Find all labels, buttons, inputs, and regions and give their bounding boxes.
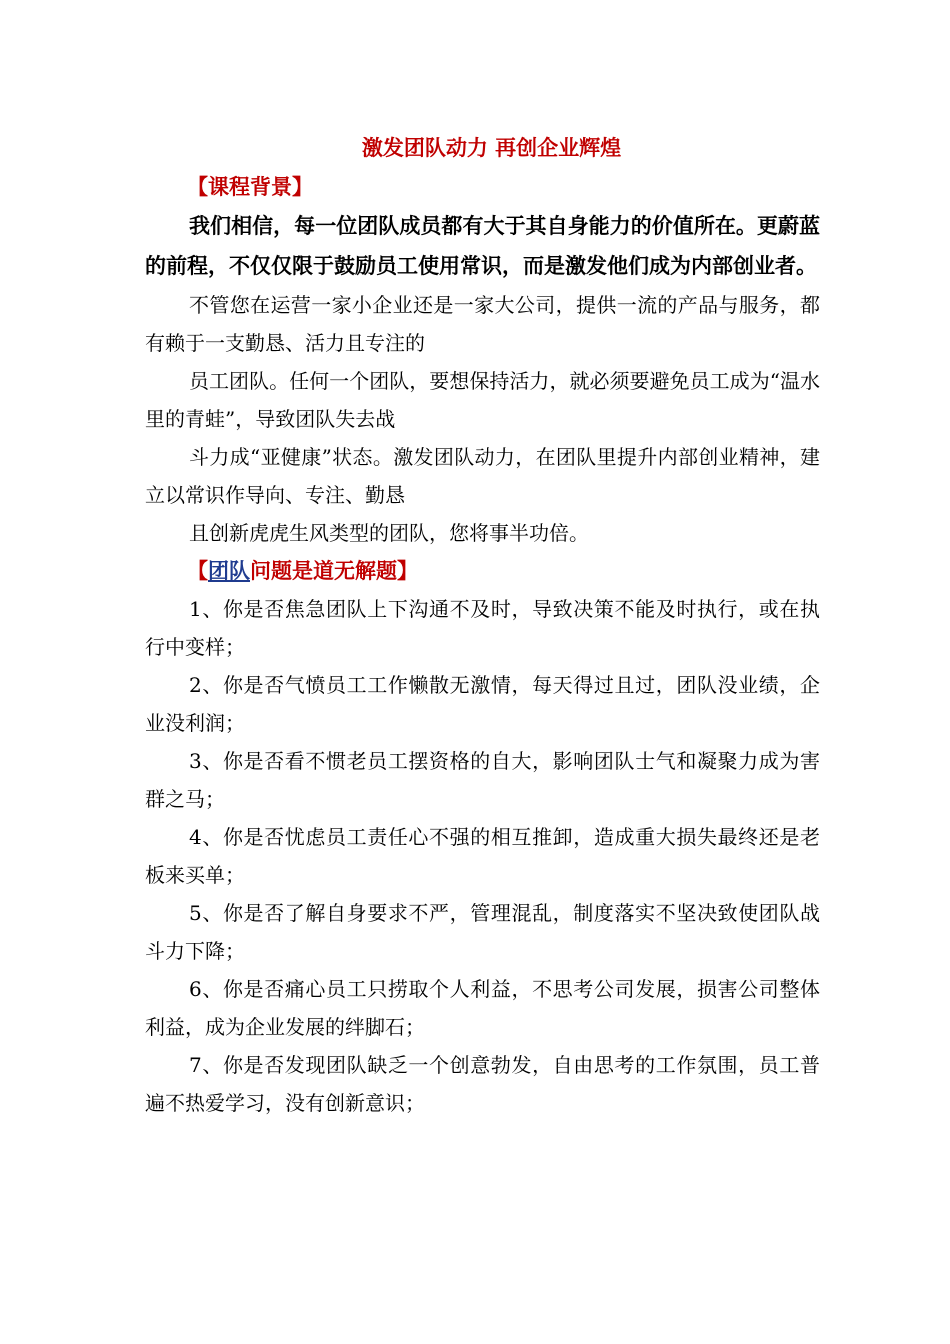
section-heading-team-problems (145, 552, 820, 590)
heading-rest: 问题是道无解题】 (250, 558, 418, 583)
document-title: 激发团队动力 再创企业辉煌 (361, 135, 622, 160)
list-item: 7、你是否发现团队缺乏一个创意勃发，自由思考的工作氛围，员工普遍不热爱学习，没有创新意识； (145, 1053, 820, 1115)
list-item: 5、你是否了解自身要求不严，管理混乱，制度落实不坚决致使团队战斗力下降； (145, 901, 820, 963)
heading-open-bracket: 【 (187, 558, 208, 583)
background-paragraph-4: 且创新虎虎生风类型的团队，您将事半功倍。 (189, 521, 589, 545)
document-page (145, 128, 820, 1122)
list-item: 1、你是否焦急团队上下沟通不及时，导致决策不能及时执行，或在执行中变样； (145, 597, 820, 659)
list-item: 2、你是否气愤员工工作懒散无激情，每天得过且过，团队没业绩，企业没利润； (145, 673, 820, 735)
list-item: 4、你是否忧虑员工责任心不强的相互推卸，造成重大损失最终还是老板来买单； (145, 825, 820, 887)
intro-paragraph: 我们相信，每一位团队成员都有大于其自身能力的价值所在。更蔚蓝的前程，不仅仅限于鼓励员工使用常识，而是激发他们成为内部创业者。 (145, 213, 820, 278)
team-link[interactable]: 团队 (208, 558, 250, 583)
list-item: 3、你是否看不惯老员工摆资格的自大，影响团队士气和凝聚力成为害群之马； (145, 749, 820, 811)
background-paragraph-2: 员工团队。任何一个团队，要想保持活力，就必须要避免员工成为“温水里的青蛙”，导致团队失去战 (145, 369, 820, 431)
background-paragraph-1: 不管您在运营一家小企业还是一家大公司，提供一流的产品与服务，都有赖于一支勤恳、活力且专注的 (145, 293, 820, 355)
section-heading-course-background: 【课程背景】 (187, 174, 313, 199)
list-item: 6、你是否痛心员工只捞取个人利益，不思考公司发展，损害公司整体利益，成为企业发展的绊脚石； (145, 977, 820, 1039)
background-paragraph-3: 斗力成“亚健康”状态。激发团队动力，在团队里提升内部创业精神，建立以常识作导向、专注、勤恳 (145, 445, 820, 507)
